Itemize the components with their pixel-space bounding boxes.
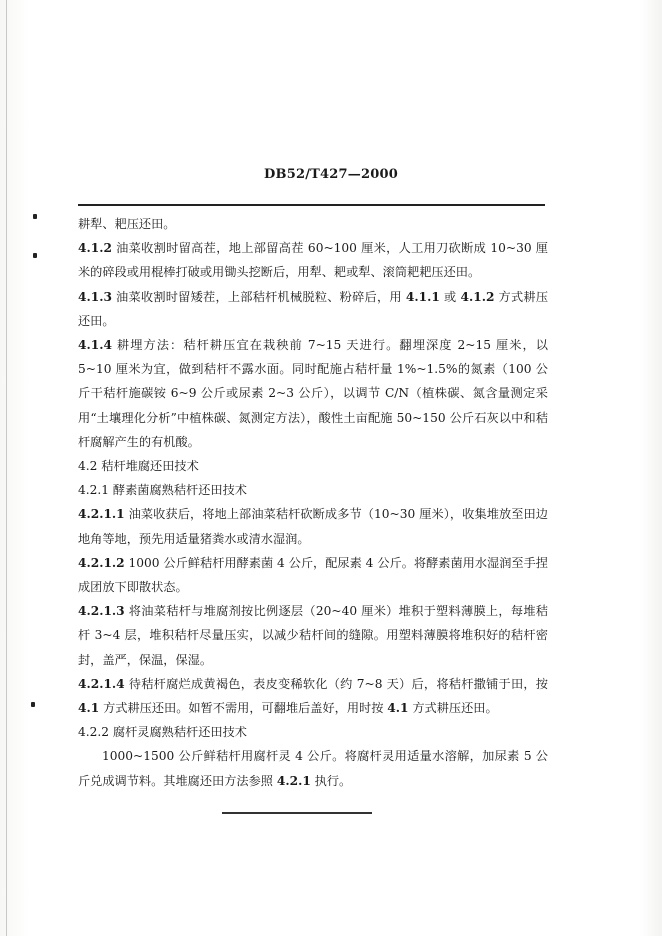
clause-text: 1000 公斤鲜秸杆用酵素菌 4 公斤，配尿素 4 公斤。将酵素菌用水湿润至手捏成团放下即散状态。: [78, 555, 548, 595]
clause-4-2-2-body: [78, 744, 548, 792]
scan-left-edge: [6, 0, 7, 936]
clause-reference: 4.1: [78, 701, 100, 716]
clause-reference: 4.1.2: [460, 289, 495, 304]
clause-reference: 4.2.1: [276, 773, 311, 788]
clause-4-1-4: [78, 333, 548, 454]
clause-text: 待秸杆腐烂成黄褐色，表皮变稀软化（约 7~8 天）后，将秸杆撒铺于田，按: [124, 676, 548, 691]
clause-number: 4.1.4: [78, 338, 112, 353]
header-rule: [78, 204, 545, 206]
document-body: [78, 212, 548, 793]
clause-number: 4.1.3: [78, 289, 112, 304]
clause-text: 方式耕压还田。如暂不需用，可翻堆后盖好，用时按: [99, 701, 388, 716]
clause-text: 1000~1500 公斤鲜秸杆用腐杆灵 4 公斤。将腐杆灵用适量水溶解，加尿素 5 公斤兑成调节料。其堆腐还田方法参照: [78, 749, 548, 788]
clause-number: 4.2.1.1: [78, 507, 125, 522]
clause-number: 4.2.1.4: [78, 676, 125, 691]
section-heading-4-2-2: 4.2.2 腐杆灵腐熟秸杆还田技术: [78, 725, 247, 740]
clause-text: 方式耕压还田。: [408, 701, 498, 716]
scan-mark: [33, 214, 37, 219]
scan-mark: [33, 253, 37, 258]
clause-number: 4.2.1.3: [78, 604, 125, 619]
end-rule: [222, 812, 372, 814]
standard-code-header: DB52/T427—2000: [264, 167, 398, 182]
clause-text: 油菜收割时留矮茬，上部秸杆机械脱粒、粉碎后，用: [111, 289, 406, 304]
clause-4-2-1-1: [78, 502, 548, 550]
clause-text: 或: [439, 289, 461, 304]
clause-reference: 4.1.1: [405, 289, 440, 304]
clause-number: 4.2.1.2: [78, 555, 125, 570]
clause-4-1-3: [78, 285, 548, 333]
clause-text: 油菜收获后，将地上部油菜秸杆砍断成多节（10~30 厘米），收集堆放至田边地角等地，预先用适量猪粪水或清水湿润。: [78, 507, 548, 546]
clause-text: 油菜收割时留高茬，地上部留高茬 60~100 厘米，人工用刀砍断成 10~30 厘米的碎段或用棍棒打破或用锄头挖断后，用犁、耙或犁、滚筒耙耙压还田。: [78, 241, 548, 280]
clause-reference: 4.1: [387, 701, 409, 716]
clause-text: 耕埋方法：秸杆耕压宜在栽秧前 7~15 天进行。翻埋深度 2~15 厘米，以 5~10 厘米为宜，做到秸杆不露水面。同时配施占秸杆量 1%~1.5%的氮素（100 公斤干秸杆施碳铵 6~9 公斤或尿素 2~3 公斤），以调节 C/N（植株碳、氮含量测定采用“土壤理化分析”中植株碳、氮测定方法），酸性土亩配施 50~150 公斤石灰以中和秸杆腐解产生的有机酸。: [78, 338, 548, 449]
paragraph-continuation: 耕犁、耙压还田。: [78, 217, 176, 231]
clause-text: 执行。: [310, 773, 352, 788]
clause-4-1-2: [78, 236, 548, 284]
clause-4-2-1-3: [78, 599, 548, 672]
section-heading-4-2: 4.2 秸杆堆腐还田技术: [78, 459, 199, 474]
clause-number: 4.1.2: [78, 241, 112, 256]
clause-text: 方式耕压还田。: [78, 289, 549, 328]
section-heading-4-2-1: 4.2.1 酵素菌腐熟秸杆还田技术: [78, 483, 247, 498]
clause-4-2-1-4: [78, 672, 548, 720]
scan-mark: [31, 702, 35, 707]
clause-4-2-1-2: [78, 551, 548, 599]
clause-text: 将油菜秸杆与堆腐剂按比例逐层（20~40 厘米）堆积于塑料薄膜上，每堆秸杆 3~4 层，堆积秸杆尽量压实，以减少秸杆间的缝隙。用塑料薄膜将堆积好的秸杆密封，盖严，保温，保湿。: [78, 604, 548, 667]
